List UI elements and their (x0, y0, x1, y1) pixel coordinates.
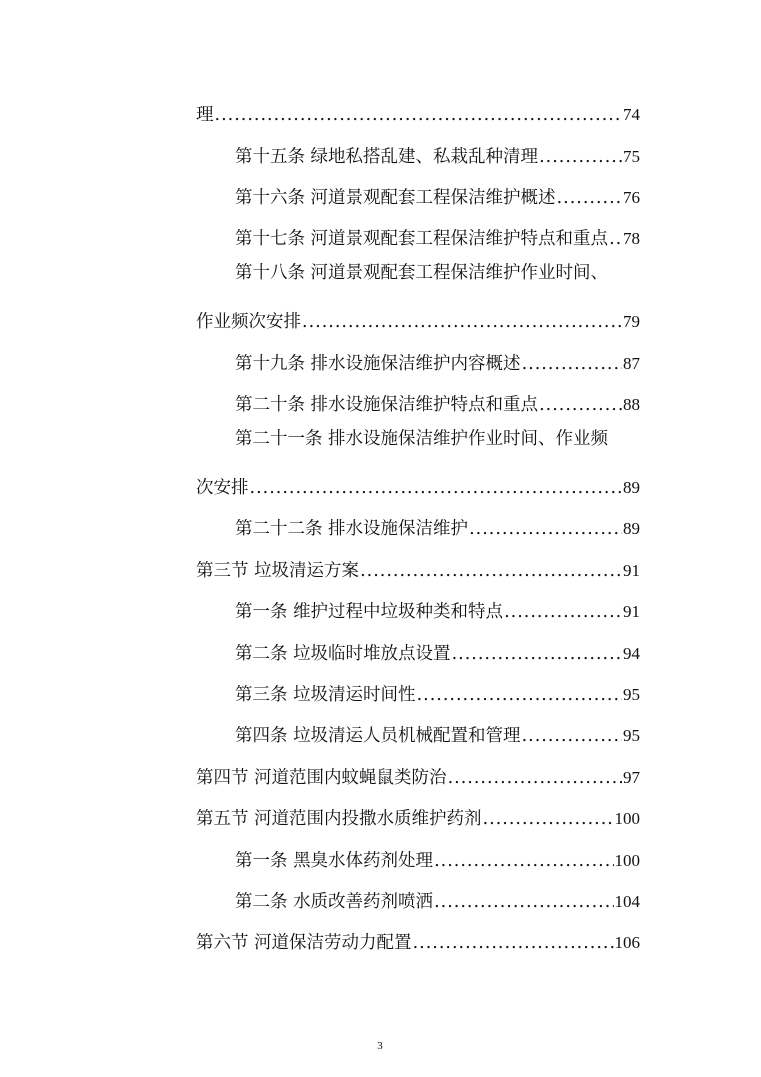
dot-leader (215, 104, 623, 126)
toc-entry-title: 第十七条 河道景观配套工程保洁维护特点和重点 (235, 229, 609, 249)
dot-leader (417, 684, 622, 706)
toc-entry-page: 75 (623, 147, 640, 166)
toc-entry-page: 78 (623, 229, 640, 248)
toc-entry-title: 第二十一条 排水设施保洁维护作业时间、作业频 (235, 429, 609, 449)
toc-entry (235, 220, 640, 250)
toc-entry-title: 第四条 垃圾清运人员机械配置和管理 (235, 726, 521, 746)
toc-entry-title: 理 (196, 105, 214, 125)
toc-entry (235, 593, 640, 623)
toc-entry-title: 第十九条 排水设施保洁维护内容概述 (235, 354, 521, 374)
toc-entry-title: 第三条 垃圾清运时间性 (235, 685, 416, 705)
dot-leader (434, 850, 613, 872)
toc-entry-title: 第十六条 河道景观配套工程保洁维护概述 (235, 188, 556, 208)
dot-leader (452, 643, 622, 665)
toc-entry-title: 次安排 (196, 478, 249, 498)
dot-leader (504, 601, 622, 623)
page-number: 3 (377, 1040, 383, 1052)
toc-entry-page: 88 (623, 395, 640, 414)
toc-entry-page: 97 (623, 768, 640, 787)
toc-entry (235, 262, 640, 292)
toc-entry (196, 924, 640, 954)
toc-entry-page: 95 (623, 685, 640, 704)
toc-entry (196, 469, 640, 499)
toc-entry-title: 第二十二条 排水设施保洁维护 (235, 519, 469, 539)
dot-leader (448, 767, 622, 789)
toc-entry (235, 428, 640, 458)
toc-entry-title: 第十八条 河道景观配套工程保洁维护作业时间、 (235, 263, 609, 283)
dot-leader (483, 808, 614, 830)
toc-entry (235, 345, 640, 375)
toc-entry (235, 179, 640, 209)
toc-entry (235, 676, 640, 706)
toc-entry (235, 510, 640, 540)
toc-entry (196, 759, 640, 789)
toc-entry-title: 作业频次安排 (196, 312, 301, 332)
toc-entry-page: 87 (623, 354, 640, 373)
toc-entry-page: 76 (623, 188, 640, 207)
toc-entry-title: 第六节 河道保洁劳动力配置 (196, 933, 412, 953)
toc-entry-title: 第二条 垃圾临时堆放点设置 (235, 644, 451, 664)
toc-entry (235, 883, 640, 913)
toc-entry (235, 386, 640, 416)
dot-leader (413, 932, 614, 954)
toc-entry-title: 第一条 黑臭水体药剂处理 (235, 851, 434, 871)
toc-entry (196, 96, 640, 126)
dot-leader (360, 560, 622, 582)
toc-entry-title: 第二条 水质改善药剂喷洒 (235, 892, 434, 912)
toc-entry-page: 74 (623, 105, 640, 124)
toc-entry-title: 第十五条 绿地私搭乱建、私栽乱种清理 (235, 147, 539, 167)
toc-entry-page: 100 (614, 851, 640, 870)
toc-entry (235, 717, 640, 747)
toc-entry (235, 842, 640, 872)
dot-leader (609, 228, 622, 250)
dot-leader (469, 518, 622, 540)
toc-entry-page: 79 (623, 312, 640, 331)
dot-leader (539, 394, 622, 416)
toc-entry-page: 106 (614, 933, 640, 952)
dot-leader (557, 187, 622, 209)
toc-entry-title: 第一条 维护过程中垃圾种类和特点 (235, 602, 504, 622)
toc-entry-title: 第四节 河道范围内蚊蝇鼠类防治 (196, 768, 447, 788)
dot-leader (522, 725, 622, 747)
toc-entry-page: 100 (614, 809, 640, 828)
toc-entry-title: 第二十条 排水设施保洁维护特点和重点 (235, 395, 539, 415)
dot-leader (522, 353, 622, 375)
dot-leader (539, 146, 622, 168)
dot-leader (250, 477, 623, 499)
toc-entry-page: 89 (623, 519, 640, 538)
toc-entry (235, 138, 640, 168)
toc-entry-page: 91 (623, 602, 640, 621)
toc-entry-page: 89 (623, 478, 640, 497)
toc-entry-page: 104 (614, 892, 640, 911)
toc-entry-title: 第五节 河道范围内投撒水质维护药剂 (196, 809, 482, 829)
toc-entry (235, 635, 640, 665)
toc-entry-title: 第三节 垃圾清运方案 (196, 561, 360, 581)
toc-entry (196, 800, 640, 830)
dot-leader (434, 891, 613, 913)
toc-entry-page: 95 (623, 726, 640, 745)
toc-entry (196, 303, 640, 333)
toc-entry-page: 91 (623, 561, 640, 580)
dot-leader (302, 311, 622, 333)
toc-entry (196, 552, 640, 582)
toc-entry-page: 94 (623, 644, 640, 663)
